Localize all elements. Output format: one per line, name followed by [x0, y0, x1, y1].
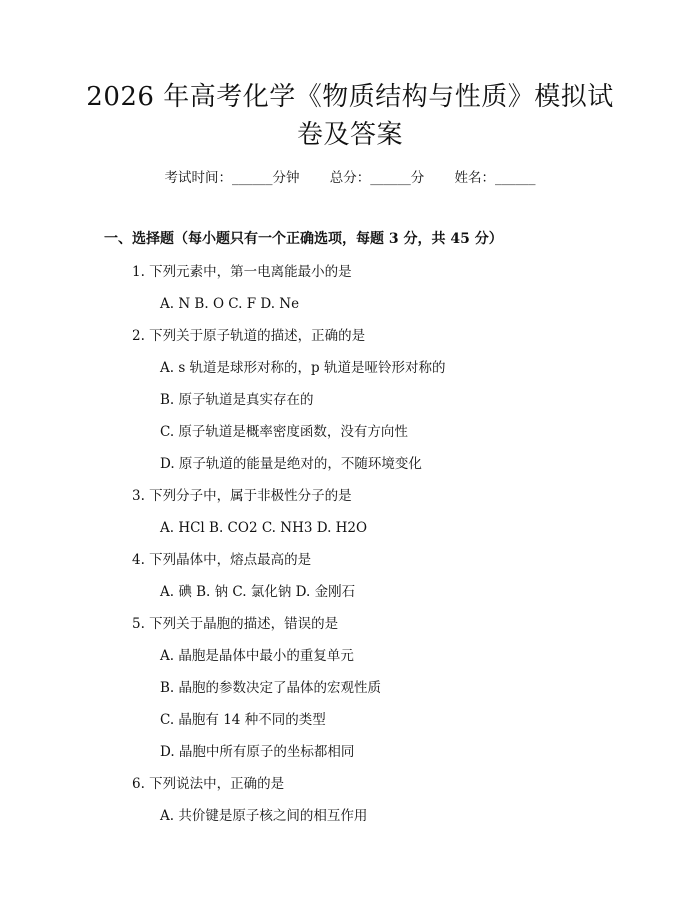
- question-2-option-d: D. 原子轨道的能量是绝对的，不随环境变化: [160, 456, 422, 472]
- question-4-options: A. 碘 B. 钠 C. 氯化钠 D. 金刚石: [160, 584, 356, 600]
- question-5-option-c: C. 晶胞有 14 种不同的类型: [160, 712, 326, 728]
- question-6-option-a: A. 共价键是原子核之间的相互作用: [160, 808, 368, 824]
- question-1-stem: 1. 下列元素中，第一电离能最小的是: [132, 264, 352, 280]
- question-2-option-b: B. 原子轨道是真实存在的: [160, 392, 314, 408]
- title-line-2: 卷及答案: [296, 120, 403, 150]
- question-4-stem: 4. 下列晶体中，熔点最高的是: [132, 552, 312, 568]
- question-1-options: A. N B. O C. F D. Ne: [160, 296, 300, 312]
- exam-score: 总分：______分: [329, 170, 425, 186]
- question-6-stem: 6. 下列说法中，正确的是: [132, 776, 285, 792]
- title-line-1: 2026 年高考化学《物质结构与性质》模拟试: [86, 82, 614, 112]
- student-name: 姓名：______: [454, 170, 536, 186]
- exam-info: [0, 168, 700, 188]
- question-5-option-b: B. 晶胞的参数决定了晶体的宏观性质: [160, 680, 382, 696]
- question-2-stem: 2. 下列关于原子轨道的描述，正确的是: [132, 328, 366, 344]
- question-5-stem: 5. 下列关于晶胞的描述，错误的是: [132, 616, 339, 632]
- exam-time: 考试时间：______分钟: [164, 170, 300, 186]
- question-5-option-a: A. 晶胞是晶体中最小的重复单元: [160, 648, 354, 664]
- question-5-option-d: D. 晶胞中所有原子的坐标都相同: [160, 744, 355, 760]
- question-3-stem: 3. 下列分子中，属于非极性分子的是: [132, 488, 352, 504]
- question-2-option-c: C. 原子轨道是概率密度函数，没有方向性: [160, 424, 408, 440]
- question-2-option-a: A. s 轨道是球形对称的，p 轨道是哑铃形对称的: [160, 360, 446, 376]
- exam-title: [0, 78, 700, 154]
- question-3-options: A. HCl B. CO2 C. NH3 D. H2O: [160, 520, 368, 536]
- section-heading: 一、选择题（每小题只有一个正确选项，每题 3 分，共 45 分）: [104, 231, 503, 247]
